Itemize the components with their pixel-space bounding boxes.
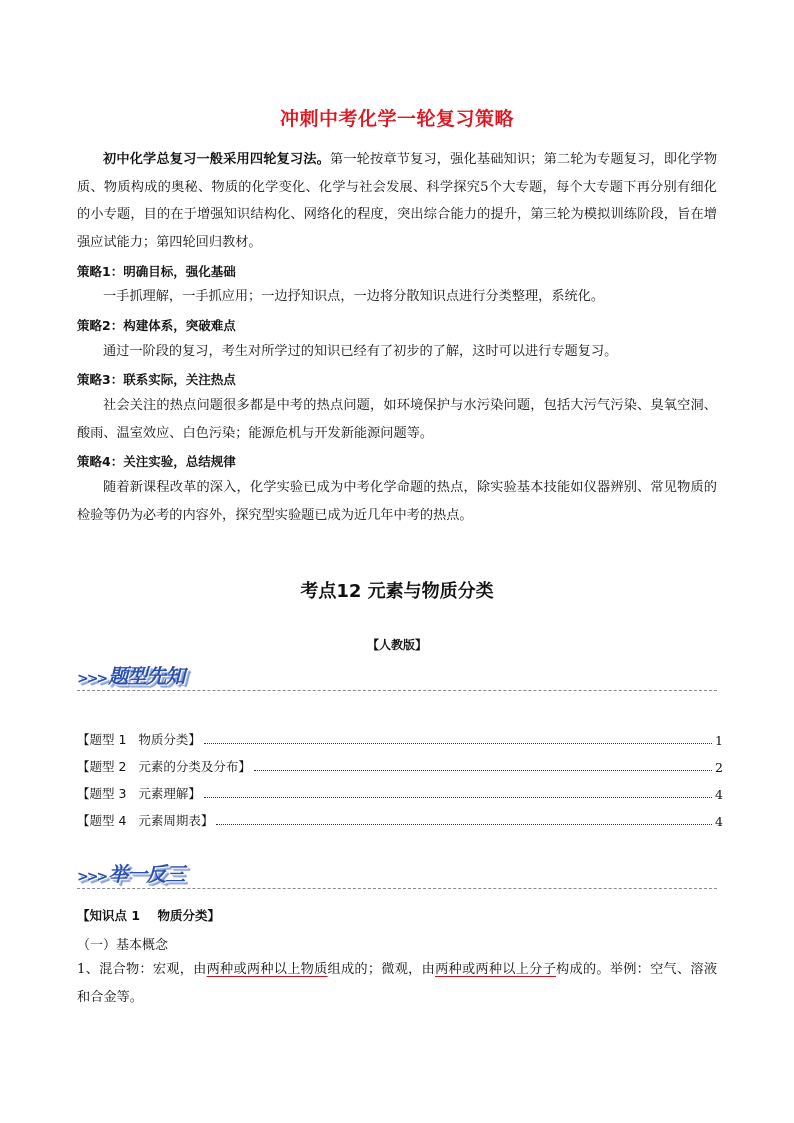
- edition-label: 【人教版】: [366, 638, 427, 652]
- toc-label: 【题型 1 物质分类】: [77, 732, 201, 747]
- section-title: 考点12 元素与物质分类: [300, 581, 494, 602]
- banner-examples: [77, 858, 184, 890]
- toc-row[interactable]: [77, 809, 723, 829]
- strategy-1-heading: 策略1：明确目标，强化基础: [77, 264, 236, 279]
- toc-label: 【题型 3 元素理解】: [77, 786, 201, 801]
- banner-arrows-icon: >>>: [77, 869, 107, 885]
- strategy-1-body: 一手抓理解，一手抓应用；一边抒知识点，一边将分散知识点进行分类整理，系统化。: [103, 289, 605, 304]
- item-1-prefix: 1、混合物：宏观，由: [77, 962, 207, 977]
- banner-text: 举一反三: [108, 862, 185, 886]
- item-1-suffix: 构成的。举例：空气、溶液和合金等。: [77, 962, 718, 1005]
- toc-leader: [204, 797, 712, 798]
- toc-page-number: 1: [715, 733, 723, 748]
- item-1-mid: 组成的；微观，由: [327, 962, 436, 977]
- strategy-3-body: 社会关注的热点问题很多都是中考的热点问题，如环境保护与水污染问题，包括大污气污染、臭氧空洞、酸雨、温室效应、白色污染；能源危机与开发新能源问题等。: [77, 398, 717, 441]
- subsection-heading: （一）基本概念: [77, 938, 169, 953]
- intro-bold-lead: 初中化学总复习一般采用四轮复习法。: [103, 152, 330, 167]
- strategy-3-heading: 策略3：联系实际，关注热点: [77, 372, 236, 387]
- banner-arrows-icon: >>>: [77, 671, 107, 687]
- item-1-underline-2: 两种或两种以上分子: [435, 962, 557, 977]
- toc-row[interactable]: [77, 782, 723, 802]
- toc-row[interactable]: [77, 728, 723, 748]
- toc-leader: [254, 770, 712, 771]
- strategy-2-heading: 策略2：构建体系，突破难点: [77, 318, 236, 333]
- toc-leader: [204, 743, 712, 744]
- banner-divider: [77, 888, 717, 889]
- toc-label: 【题型 2 元素的分类及分布】: [77, 759, 251, 774]
- toc-page-number: 4: [715, 787, 723, 802]
- toc-page-number: 2: [715, 760, 723, 775]
- strategy-4-heading: 策略4：关注实验，总结规律: [77, 454, 236, 469]
- toc-label: 【题型 4 元素周期表】: [77, 813, 214, 828]
- main-title: 冲刺中考化学一轮复习策略: [279, 108, 514, 130]
- item-1-paragraph: [77, 956, 717, 1011]
- item-1-underline-1: 两种或两种以上物质: [206, 962, 328, 977]
- strategy-2-body: 通过一阶段的复习，考生对所学过的知识已经有了初步的了解，这时可以进行专题复习。: [103, 344, 618, 359]
- intro-paragraph: [77, 146, 717, 256]
- intro-text: 第一轮按章节复习，强化基础知识；第二轮为专题复习，即化学物质、物质构成的奥秘、物质的化学变化、化学与社会发展、科学探究5个大专题，每个大专题下再分别有细化的小专题，目的在于增强知识结构化、网络化的程度，突出综合能力的提升，第三轮为模拟训练阶段，旨在增强应试能力；第四轮回归教材。: [77, 152, 718, 250]
- banner-divider: [77, 690, 717, 691]
- toc-page-number: 4: [715, 814, 723, 829]
- banner-text: 题型先知: [108, 664, 185, 688]
- toc-row[interactable]: [77, 755, 723, 775]
- toc-leader: [216, 824, 712, 825]
- strategy-4-body: 随着新课程改革的深入，化学实验已成为中考化学命题的热点，除实验基本技能如仪器辨别、常见物质的检验等仍为必考的内容外，探究型实验题已成为近几年中考的热点。: [77, 480, 717, 523]
- banner-question-types: [77, 660, 184, 692]
- knowledge-point-heading: 【知识点 1 物质分类】: [77, 908, 220, 923]
